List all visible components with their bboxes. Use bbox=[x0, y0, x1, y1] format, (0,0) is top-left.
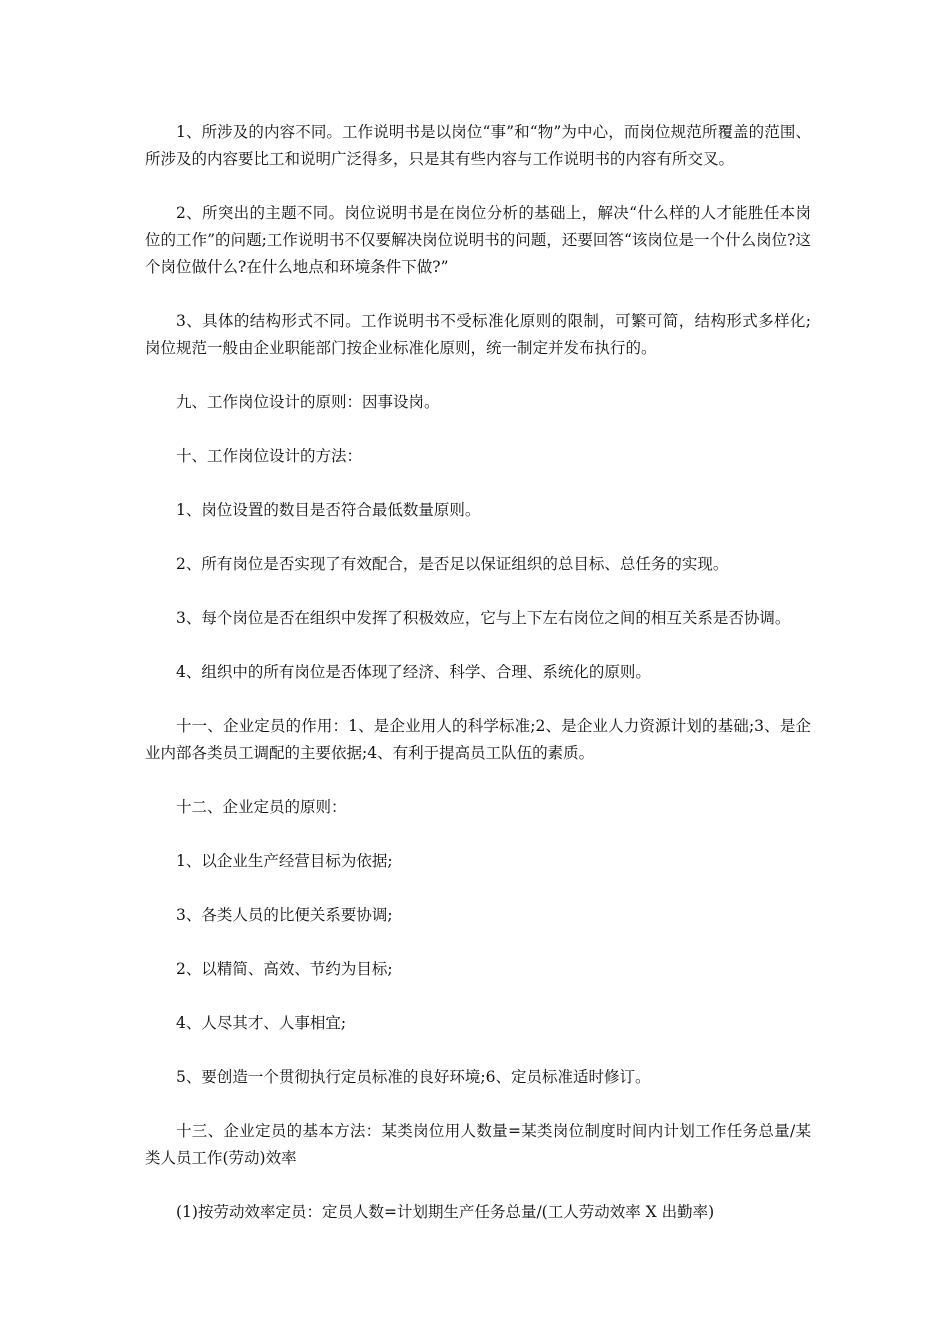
section-heading-10: 十、工作岗位设计的方法： bbox=[176, 447, 363, 465]
list-item: 2、以精简、高效、节约为目标; bbox=[176, 960, 393, 978]
section-heading-12: 十二、企业定员的原则： bbox=[176, 798, 347, 816]
list-item: 4、组织中的所有岗位是否体现了经济、科学、合理、系统化的原则。 bbox=[176, 663, 651, 681]
list-item: 2、所有岗位是否实现了有效配合，是否足以保证组织的总目标、总任务的实现。 bbox=[176, 555, 729, 573]
section-heading-11: 十一、企业定员的作用：1、是企业用人的科学标准;2、是企业人力资源计划的基础;3、是企业内部各类员工调配的主要依据;4、有利于提高员工队伍的素质。 bbox=[145, 717, 811, 762]
list-item: 4、人尽其才、人事相宜; bbox=[176, 1014, 347, 1032]
list-item: 3、各类人员的比便关系要协调; bbox=[176, 906, 393, 924]
list-item: 3、每个岗位是否在组织中发挥了积极效应，它与上下左右岗位之间的相互关系是否协调。 bbox=[176, 609, 791, 627]
paragraph-1: 1、所涉及的内容不同。工作说明书是以岗位“事”和“物”为中心，而岗位规范所覆盖的范围、所涉及的内容要比工和说明广泛得多，只是其有些内容与工作说明书的内容有所交叉。 bbox=[145, 123, 811, 168]
list-item: 1、岗位设置的数目是否符合最低数量原则。 bbox=[176, 501, 481, 519]
section-heading-9: 九、工作岗位设计的原则：因事设岗。 bbox=[176, 393, 440, 411]
section-heading-13: 十三、企业定员的基本方法：某类岗位用人数量=某类岗位制度时间内计划工作任务总量/某类人员工作(劳动)效率 bbox=[145, 1122, 811, 1167]
document-body bbox=[145, 119, 811, 1253]
list-item: 1、以企业生产经营目标为依据; bbox=[176, 852, 393, 870]
formula-paragraph: (1)按劳动效率定员：定员人数=计划期生产任务总量/(工人劳动效率 X 出勤率) bbox=[176, 1203, 715, 1221]
paragraph-2: 2、所突出的主题不同。岗位说明书是在岗位分析的基础上，解决“什么样的人才能胜任本岗位的工作”的问题;工作说明书不仅要解决岗位说明书的问题，还要回答“该岗位是一个什么岗位?这个岗位做什么?在什么地点和环境条件下做?” bbox=[145, 204, 811, 276]
paragraph-3: 3、具体的结构形式不同。工作说明书不受标准化原则的限制，可繁可简，结构形式多样化;岗位规范一般由企业职能部门按企业标准化原则，统一制定并发布执行的。 bbox=[145, 312, 811, 357]
list-item: 5、要创造一个贯彻执行定员标准的良好环境;6、定员标准适时修订。 bbox=[176, 1068, 651, 1086]
